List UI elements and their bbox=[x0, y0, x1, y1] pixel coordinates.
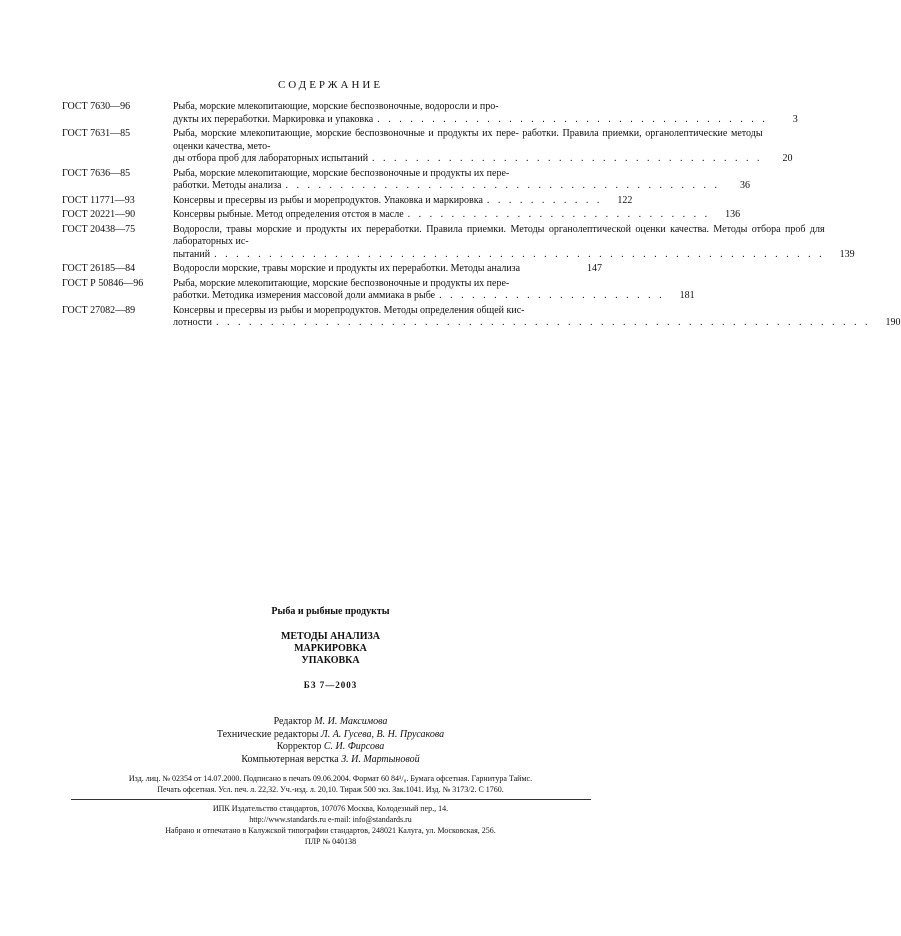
leader-dots: . . . . . . . . . . . . . . . . . . . . . . . . . . . . . . . . . . . . bbox=[372, 153, 763, 164]
toc-entry[interactable] bbox=[62, 223, 855, 262]
subject-heading: Рыба и рыбные продукты bbox=[271, 606, 390, 617]
leader-dots: . . . . . . . . . . . . . . . . . . . . . . . . . . . . . . . . . . . . bbox=[377, 113, 768, 125]
toc-entry[interactable] bbox=[62, 194, 633, 208]
toc-code: ГОСТ 11771—93 bbox=[62, 194, 135, 206]
credit-name: Л. А. Гусева, В. Н. Прусакова bbox=[320, 728, 445, 740]
credit-name: С. И. Фирсова bbox=[323, 741, 385, 752]
title-line: МАРКИРОВКА bbox=[294, 643, 367, 654]
credit-name: З. И. Мартыновой bbox=[341, 753, 420, 765]
bz-index: БЗ 7—2003 bbox=[303, 680, 358, 690]
toc-entry[interactable] bbox=[62, 277, 695, 303]
title-line: МЕТОДЫ АНАЛИЗА bbox=[280, 631, 381, 642]
toc-title-end: Консервы рыбные. Метод определения отстоя в масле bbox=[173, 209, 404, 220]
toc-title-end: лотности bbox=[173, 317, 212, 328]
credit-role: Технические редакторы bbox=[216, 728, 319, 740]
leader-dots: . . . . . . . . . . . . . . . . . . . . . . . . . . . . . . . . . . . . . . . . bbox=[285, 180, 720, 191]
credits bbox=[0, 716, 661, 766]
toc-title: Рыба, морские млекопитающие, морские беспозвоночные и продукты их пере- bbox=[173, 167, 510, 179]
credit-role: Редактор bbox=[273, 716, 312, 727]
credit-line bbox=[0, 754, 661, 767]
leader-dots: . . . . . . . . . . . . . . . . . . . . . . . . . . . . . . . . . . . . . . . . . . . . . . . . . . . . . . . . bbox=[214, 248, 825, 260]
toc-page-number: 136 bbox=[725, 209, 741, 220]
credit-name: М. И. Максимова bbox=[314, 716, 388, 727]
toc-title-end: дукты их переработки. Маркировка и упаковка bbox=[173, 113, 374, 125]
divider bbox=[71, 799, 591, 800]
toc-page-number: 36 bbox=[739, 180, 750, 191]
toc-page-number: 190 bbox=[885, 317, 901, 328]
toc-title: Консервы и пресервы из рыбы и морепродуктов. Методы определения общей кис- bbox=[173, 304, 525, 316]
toc-title-end: работки. Методы анализа bbox=[173, 180, 282, 191]
toc-code: ГОСТ 27082—89 bbox=[62, 304, 136, 316]
table-of-contents bbox=[62, 101, 901, 332]
toc-title-end: ды отбора проб для лабораторных испытаний bbox=[173, 153, 369, 164]
toc-title-end: пытаний bbox=[173, 248, 211, 260]
leader-dots: . . . . . . . . . . . . . . . . . . . . . . . . . . . . . . . . . . . . . . . . . . . . . . . . . . . . . . . . . . . . bbox=[216, 317, 871, 328]
credit-line bbox=[0, 729, 661, 742]
imprint-line: Набрано и отпечатано в Калужской типографии стандартов, 248021 Калуга, ул. Московская, 256. bbox=[165, 826, 496, 835]
imprint bbox=[0, 773, 661, 847]
leader-dots: . . . . . . . . . . . . . . . . . . . . . . . . . . . . bbox=[407, 209, 711, 220]
toc-title: Водоросли, травы морские и продукты их переработки. Правила приемки. Методы органолептической оценки качества. Методы отбора проб для лабораторных ис- bbox=[173, 223, 825, 247]
toc-page-number: 122 bbox=[617, 194, 633, 206]
toc-code: ГОСТ 20438—75 bbox=[62, 223, 136, 235]
credit-line bbox=[0, 716, 661, 729]
toc-page-number: 181 bbox=[679, 290, 695, 301]
imprint-line: ИПК Издательство стандартов, 107076 Москва, Колодезный пер., 14. bbox=[212, 804, 449, 813]
toc-code: ГОСТ 7630—96 bbox=[62, 101, 131, 112]
toc-entry[interactable] bbox=[62, 209, 741, 222]
toc-page-number: 139 bbox=[839, 248, 855, 260]
title-line: УПАКОВКА bbox=[301, 655, 360, 666]
credit-line bbox=[0, 741, 661, 754]
toc-code: ГОСТ Р 50846—96 bbox=[62, 277, 144, 289]
credit-role: Компьютерная верстка bbox=[241, 753, 339, 765]
imprint-line: ПЛР № 040138 bbox=[304, 837, 357, 846]
toc-page-number: 3 bbox=[792, 113, 798, 125]
imprint-line: Изд. лиц. № 02354 от 14.07.2000. Подписано в печать 09.06.2004. Формат 60 84¹/₈. Бумага офсетная. Гарнитура Таймс. bbox=[128, 774, 533, 783]
toc-code: ГОСТ 7631—85 bbox=[62, 128, 131, 139]
toc-code: ГОСТ 26185—84 bbox=[62, 263, 136, 274]
toc-code: ГОСТ 20221—90 bbox=[62, 209, 136, 220]
leader-dots: . . . . . . . . . . . . . . . . . . . . . bbox=[439, 290, 665, 301]
toc-page-number: 20 bbox=[782, 153, 793, 164]
toc-title: Рыба, морские млекопитающие, морские беспозвоночные и продукты их пере- bbox=[173, 277, 510, 289]
toc-title-end: Водоросли морские, травы морские и продукты их переработки. Методы анализа bbox=[173, 263, 521, 274]
imprint-line: http://www.standards.ru e-mail: info@standards.ru bbox=[249, 815, 412, 824]
toc-title: Рыба, морские млекопитающие, морские беспозвоночные и продукты их пере- работки. Правила приемки, органолептические методы оценки качества, мето- bbox=[173, 128, 763, 152]
toc-title: Рыба, морские млекопитающие, морские беспозвоночные, водоросли и про- bbox=[173, 101, 499, 112]
toc-code: ГОСТ 7636—85 bbox=[62, 167, 131, 179]
toc-entry[interactable] bbox=[62, 167, 750, 193]
toc-title-end: работки. Методика измерения массовой доли аммиака в рыбе bbox=[173, 290, 436, 301]
credit-role: Корректор bbox=[276, 741, 322, 752]
imprint-line: Печать офсетная. Усл. печ. л. 22,32. Уч.-изд. л. 20,10. Тираж 500 экз. Зак.1041. Изд. № 3173/2. С 1760. bbox=[157, 785, 504, 794]
toc-entry[interactable] bbox=[62, 263, 602, 276]
toc-page-number: 147 bbox=[587, 263, 602, 274]
page-heading: СОДЕРЖАНИЕ bbox=[277, 79, 384, 91]
toc-title-end: Консервы и пресервы из рыбы и морепродуктов. Упаковка и маркировка bbox=[173, 194, 483, 206]
toc-entry[interactable] bbox=[62, 101, 798, 126]
toc-entry[interactable] bbox=[62, 304, 901, 330]
leader-dots: . . . . . . . . . . . bbox=[486, 194, 603, 206]
toc-entry[interactable] bbox=[62, 128, 793, 166]
